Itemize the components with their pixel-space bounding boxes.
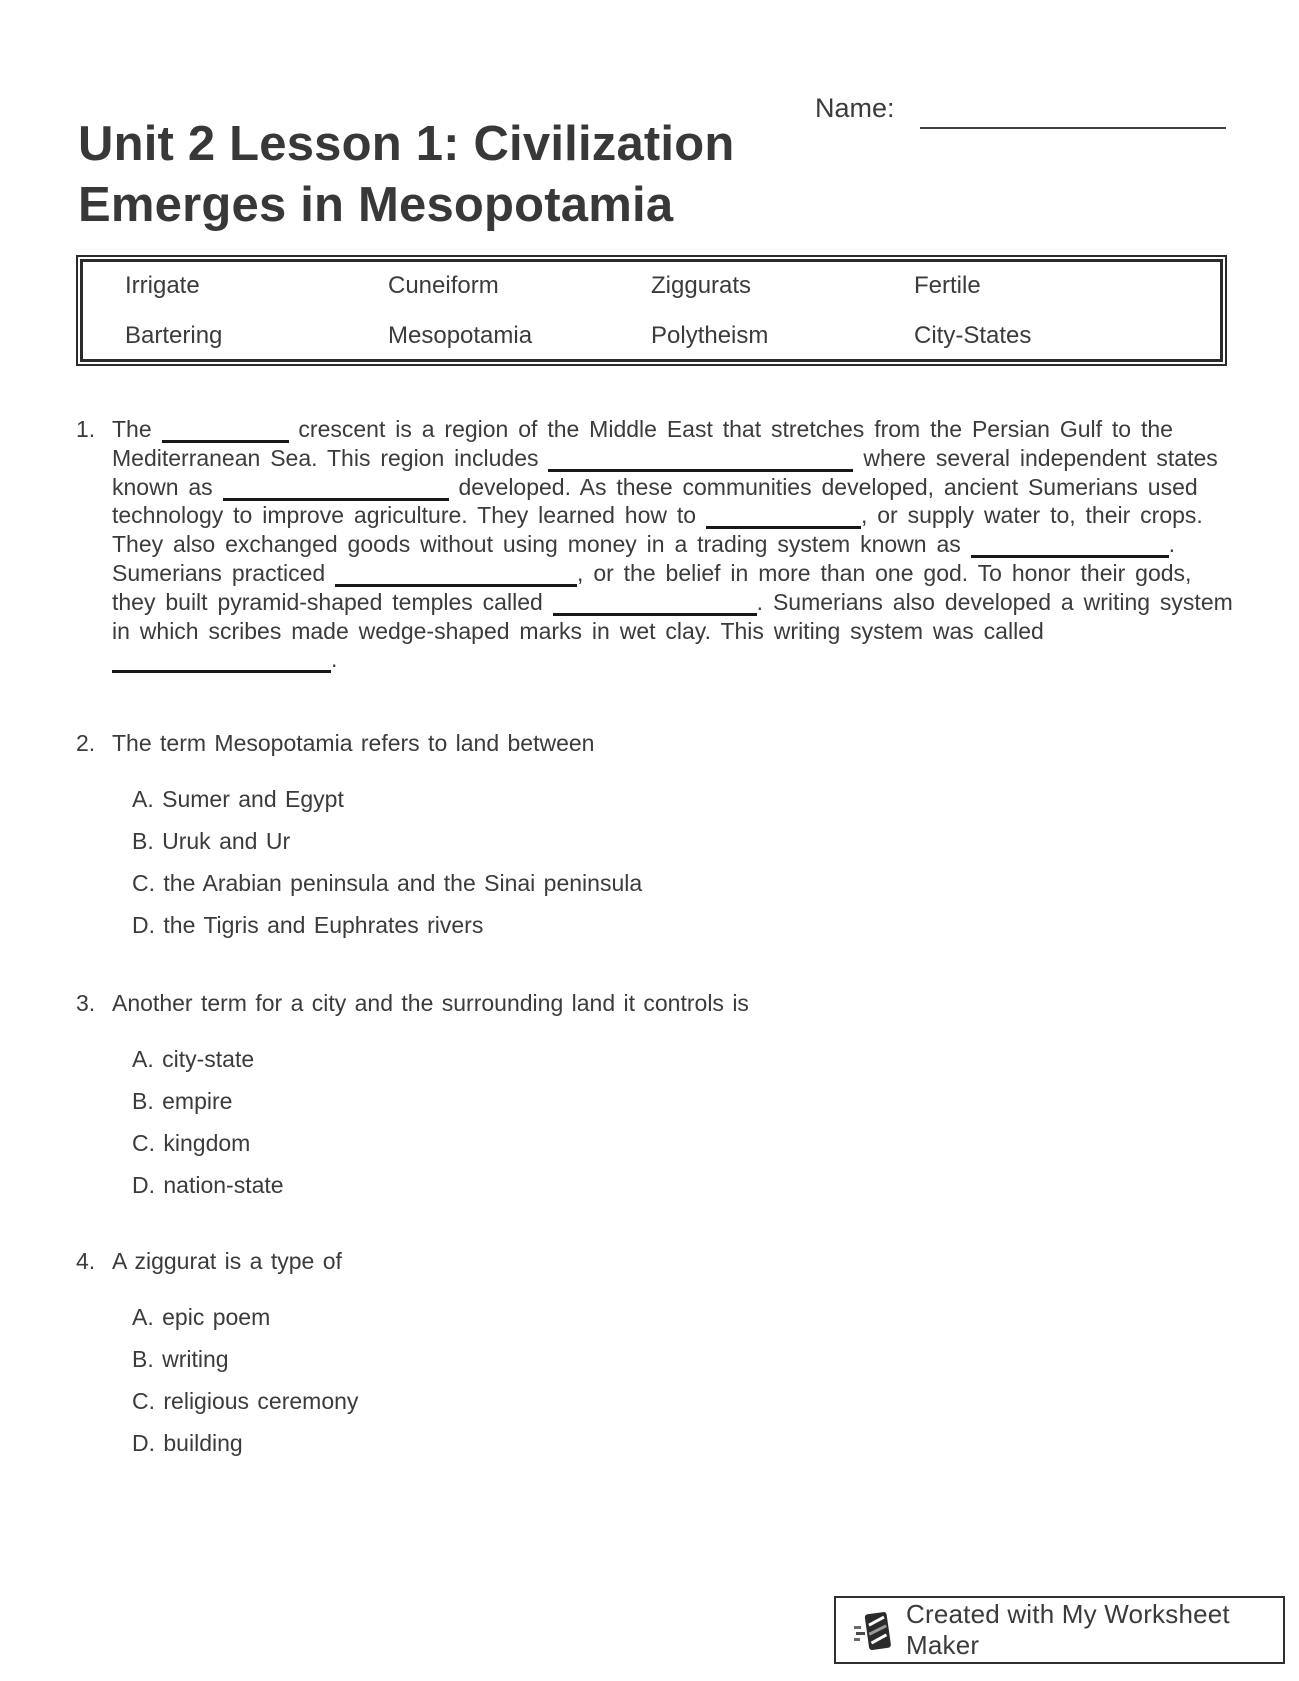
worksheet-maker-logo-icon [854,1606,894,1654]
question-2-body [112,729,642,953]
q1-segment: . Sumerians also developed a writing system in which scribes made wedge-shaped marks in wet clay. This writing system was called [112,588,1233,644]
answer-blank-8[interactable] [112,666,331,673]
question-2-option-d: D. the Tigris and Euphrates rivers [132,912,484,938]
answer-blank-3[interactable] [223,494,449,501]
word-bank-term: City-States [914,321,1032,349]
word-bank-term: Polytheism [651,321,769,349]
question-2-prompt: The term Mesopotamia refers to land between [112,730,595,756]
name-label: Name: [815,93,895,123]
question-2-option-c: C. the Arabian peninsula and the Sinai peninsula [132,870,643,896]
question-3-option-a: A. city-state [132,1046,255,1072]
question-3-option-c: C. kingdom [132,1130,251,1156]
question-4-option-c: C. religious ceremony [132,1388,359,1414]
question-4-option-a: A. epic poem [132,1304,271,1330]
question-4-option-b: B. writing [132,1346,229,1372]
worksheet-maker-badge-text: Created with My Worksheet Maker [906,1599,1230,1660]
question-4-prompt: A ziggurat is a type of [112,1248,342,1274]
q1-segment: The [112,416,162,442]
worksheet-maker-badge[interactable] [834,1596,1285,1664]
page-title-line1: Unit 2 Lesson 1: Civilization [78,116,735,171]
answer-blank-1[interactable] [162,436,289,443]
word-bank-term: Cuneiform [388,272,499,299]
question-2-option-a: A. Sumer and Egypt [132,786,344,812]
name-write-in-line[interactable] [920,103,1226,129]
word-bank-grid [80,259,1223,362]
question-2 [76,729,642,953]
q1-segment: where several independent states known as [112,444,1218,500]
word-bank-term: Mesopotamia [388,321,533,349]
answer-blank-7[interactable] [553,609,757,616]
word-bank-box [76,255,1227,366]
q1-segment: , or the belief in more than one god. To honor their gods, they built pyramid-shaped temples called [112,559,1192,615]
answer-blank-6[interactable] [335,580,577,587]
word-bank-term: Ziggurats [651,272,752,299]
question-4-body [112,1247,358,1471]
question-3-option-d: D. nation-state [132,1172,284,1198]
answer-blank-2[interactable] [548,465,853,472]
q1-segment: . [331,646,338,673]
question-3-number: 3. [76,990,96,1016]
word-bank-term: Fertile [914,272,981,299]
question-1-text [112,415,1243,674]
question-4 [76,1247,358,1471]
question-3-option-b: B. empire [132,1088,233,1114]
question-2-number: 2. [76,730,96,756]
question-4-number: 4. [76,1248,96,1274]
question-1 [76,415,1243,674]
word-bank-term: Bartering [125,321,223,349]
word-bank-term: Irrigate [125,272,200,299]
answer-blank-5[interactable] [971,551,1169,558]
question-3 [76,989,749,1213]
page-title [78,114,738,236]
question-3-body [112,989,749,1213]
answer-blank-4[interactable] [706,522,861,529]
q1-segment: , or supply water to, their crops. They also exchanged goods without using money in a trading system known as [112,502,1203,558]
q1-segment: crescent is a region of the Middle East that stretches from the Persian Gulf to the Mediterranean Sea. This region includes [112,416,1173,471]
question-2-option-b: B. Uruk and Ur [132,828,291,854]
page-title-line2: Emerges in Mesopotamia [78,177,674,232]
question-4-option-d: D. building [132,1430,243,1456]
q1-segment: developed. As these communities developed, ancient Sumerians used technology to improve agriculture. They learned how to [112,473,1198,529]
question-1-body [112,415,1243,674]
q1-segment: . Sumerians practiced [112,531,1176,586]
question-1-number: 1. [76,416,96,442]
question-3-prompt: Another term for a city and the surrounding land it controls is [112,990,749,1016]
